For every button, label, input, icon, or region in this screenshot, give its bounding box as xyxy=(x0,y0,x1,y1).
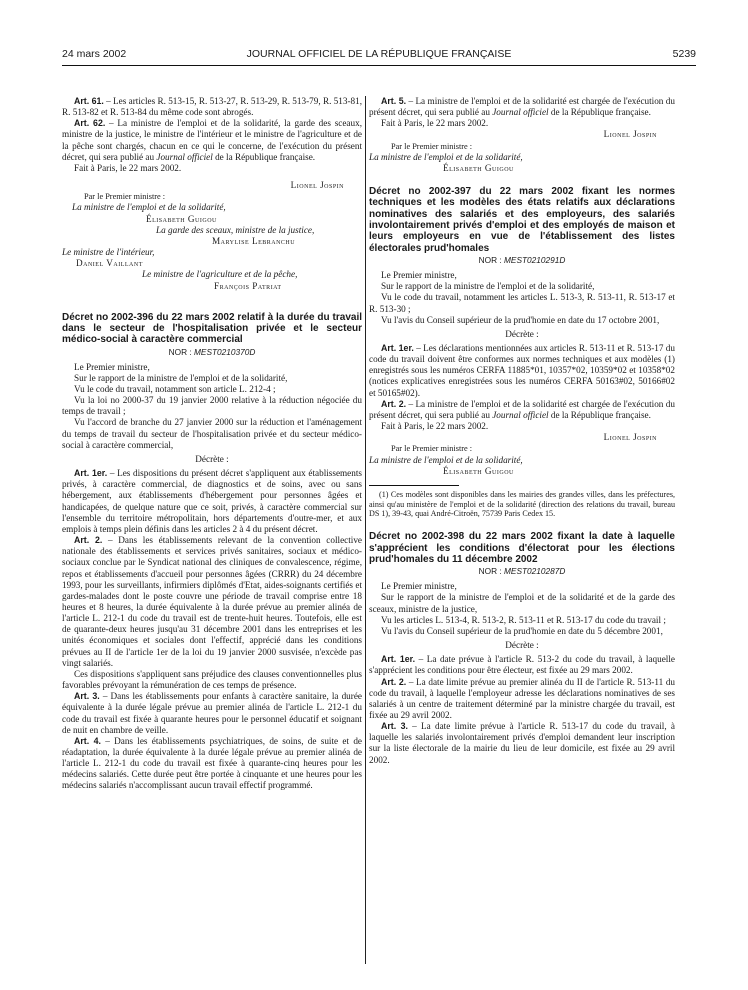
minister-title: La ministre de l'emploi et de la solidarité, xyxy=(72,202,226,213)
minister-name: Élisabeth Guigou xyxy=(443,162,514,173)
header-date: 24 mars 2002 xyxy=(62,48,127,60)
par-le-premier-ministre: Par le Premier ministre : xyxy=(391,444,473,454)
article-2: Art. 2. – Dans les établissements relevant de la convention collective nationale des établissements et services privés sanitaires, sociaux et médico-sociaux conclue par le Syndicat national des cliniques de convalescence, régime, repos et établissements d'accueil pour personnes âgées (CRRR) du 24 décembre 1993, pour les surveillants, infirmiers diplômés d'Etat, aides-soignants certifiés et gardes-malades dont le poste couvre une période de travail comprise entre 18 heures et 8 heures, la durée équivalente à la durée prévue au premier alinéa de l'article L. 212-1 du code du travail est de trente-huit heures. Toutefois, elle est de quarante-deux heures jusqu'au 31 décembre 2001 dans les entreprises et les unités économiques et sociales dont l'effectif, apprécié dans les conditions prévues au II de l'article 1er de la loi du 19 janvier 2000 susvisée, n'excède pas vingt salariés. xyxy=(62,535,363,668)
premier-ministre: Le Premier ministre, xyxy=(381,581,457,592)
premier-ministre: Le Premier ministre, xyxy=(381,270,457,281)
article-2: Art. 2. – La ministre de l'emploi et de la solidarité est chargée de l'exécution du présent décret, qui sera publié au Journal officiel de la République française. xyxy=(369,398,675,420)
nor-reference: NOR : MEST0210287D xyxy=(478,566,566,577)
nor-reference: NOR : MEST0210370D xyxy=(168,346,256,357)
minister-title: La ministre de l'emploi et de la solidarité, xyxy=(369,151,523,162)
right-column xyxy=(369,96,675,766)
footnote-rule xyxy=(369,485,459,486)
visa: Vu le code du travail, notamment son article L. 212-4 ; xyxy=(74,384,276,395)
article-1: Art. 1er. – Les déclarations mentionnées aux articles R. 513-11 et R. 513-17 du code du travail doivent être conformes aux normes techniques et aux modèles (1) enregistrés sous les numéros CERFA 11885*01, 10357*02, 10359*02 et 10358*02 (notices explicatives enregistrées sous les numéros CERFA 50163#02, 50166#02 et 50165#02). xyxy=(369,342,675,398)
journal-title: JOURNAL OFFICIEL DE LA RÉPUBLIQUE FRANÇAISE xyxy=(246,48,512,60)
page-header xyxy=(62,48,696,64)
article-label: Art. 61. xyxy=(74,96,104,106)
article-3: Art. 3. – La date limite prévue à l'article R. 513-17 du code du travail, à laquelle les salariés involontairement privés d'emploi demandent leur inscription sur la liste électorale de la mairie du lieu de leur domicile, est fixée au 29 avril 2002. xyxy=(369,721,675,765)
visa: Vu l'avis du Conseil supérieur de la prud'homie en date du 5 décembre 2001, xyxy=(381,625,663,636)
article-61: Art. 61. – Les articles R. 513-15, R. 513-27, R. 513-29, R. 513-79, R. 513-81, R. 513-82 et R. 513-84 du même code sont abrogés. xyxy=(62,96,362,118)
minister-title: Le ministre de l'agriculture et de la pêche, xyxy=(142,269,298,280)
minister-title: La garde des sceaux, ministre de la justice, xyxy=(156,224,315,235)
signature-premier-ministre: Lionel Jospin xyxy=(290,180,344,191)
premier-ministre: Le Premier ministre, xyxy=(74,361,150,372)
decret-396-title: Décret no 2002-396 du 22 mars 2002 relatif à la durée du travail dans le secteur de l'hospitalisation privée et le secteur médico-social à caractère commercial xyxy=(62,311,362,346)
nor-reference: NOR : MEST0210291D xyxy=(478,254,566,265)
header-rule xyxy=(62,65,696,66)
visa: Vu le code du travail, notamment les articles L. 513-3, R. 513-11, R. 513-17 et R. 513-30 ; xyxy=(369,292,675,314)
minister-title: La ministre de l'emploi et de la solidarité, xyxy=(369,454,523,465)
article-1: Art. 1er. – Les dispositions du présent décret s'appliquent aux établissements privés, à caractère commercial, de diagnostics et de soins, avec ou sans hébergement, aux établissements d'hébergement pour personnes âgées et handicapées, de quelque nature que ce soit, privés, à caractère commercial sur l'ensemble du territoire métropolitain, hors départements d'outre-mer, et aux emplois à temps plein définis dans les articles 2 à 4 du présent décret. xyxy=(62,468,362,534)
article-2: Art. 2. – La date limite prévue au premier alinéa du II de l'article R. 513-11 du code du travail, à laquelle l'employeur adresse les déclarations nominatives de ses salariés à un centre de traitement déterminé par la ministre chargée du travail, est fixée au 29 avril 2002. xyxy=(369,676,676,720)
visa: Vu l'accord de branche du 27 janvier 2000 sur la réduction et l'aménagement du temps de travail du secteur de l'hospitalisation privée et du secteur médico-social à caractère commercial, xyxy=(62,417,362,450)
visa: Sur le rapport de la ministre de l'emploi et de la solidarité, xyxy=(381,281,595,292)
article-1: Art. 1er. – La date prévue à l'article R. 513-2 du code du travail, à laquelle s'apprécient les conditions pour être électeur, est fixée au 29 mars 2002. xyxy=(369,654,675,676)
footnote: (1) Ces modèles sont disponibles dans les mairies des grandes villes, dans les préfectures, ainsi qu'au ministère de l'emploi et de la solidarité (direction des relations du travail, bureau DS 1), 39-43, quai André-Citroën, 75739 Paris Cedex 15. xyxy=(369,489,675,519)
decrete: Décrète : xyxy=(505,640,539,651)
visa: Sur le rapport de la ministre de l'emploi et de la solidarité, xyxy=(74,372,288,383)
article-5: Art. 5. – La ministre de l'emploi et de la solidarité est chargée de l'exécution du présent décret, qui sera publié au Journal officiel de la République française. xyxy=(369,96,675,118)
visa: Sur le rapport de la ministre de l'emploi et de la solidarité et de la garde des sceaux, ministre de la justice, xyxy=(369,592,675,614)
article-2-para-2: Ces dispositions s'appliquent sans préjudice des clauses conventionnelles plus favorables prévoyant la rémunération de ces temps de présence. xyxy=(62,668,362,691)
decret-398-title: Décret no 2002-398 du 22 mars 2002 fixant la date à laquelle s'apprécient les conditions d'électorat pour les élections prud'homales du 11 décembre 2002 xyxy=(369,531,675,565)
column-divider xyxy=(365,96,366,964)
fait-a-paris: Fait à Paris, le 22 mars 2002. xyxy=(381,421,489,432)
minister-name: Daniel Vaillant xyxy=(76,258,143,269)
minister-name: Élisabeth Guigou xyxy=(443,465,514,476)
visa: Vu les articles L. 513-4, R. 513-2, R. 513-11 et R. 513-17 du code du travail ; xyxy=(381,614,666,625)
visa: Vu l'avis du Conseil supérieur de la prud'homie en date du 17 octobre 2001, xyxy=(381,314,660,325)
fait-a-paris: Fait à Paris, le 22 mars 2002. xyxy=(381,118,489,129)
par-le-premier-ministre: Par le Premier ministre : xyxy=(391,141,473,151)
left-column xyxy=(62,96,362,792)
article-62: Art. 62. – La ministre de l'emploi et de la solidarité, la garde des sceaux, ministre de la justice, le ministre de l'intérieur et le ministre de l'agriculture et de la pêche sont chargés, chacun en ce qui le concerne, de l'exécution du présent décret, qui sera publié au Journal officiel de la République française. xyxy=(62,118,362,162)
par-le-premier-ministre: Par le Premier ministre : xyxy=(84,192,166,202)
decret-397-title: Décret no 2002-397 du 22 mars 2002 fixant les normes techniques et les modèles des états relatifs aux déclarations nominatives des salariés et des employeurs, des salariés involontairement privés d'emploi et des employés de maison et leurs employeurs en vue de l'établissement des listes électorales prud'homales xyxy=(369,186,675,254)
fait-a-paris: Fait à Paris, le 22 mars 2002. xyxy=(74,162,182,173)
minister-name: François Patriat xyxy=(214,280,282,291)
article-label: Art. 62. xyxy=(74,118,106,129)
minister-name: Marylise Lebranchu xyxy=(212,235,296,246)
decrete: Décrète : xyxy=(505,328,539,339)
minister-title: Le ministre de l'intérieur, xyxy=(62,247,155,258)
decrete: Décrète : xyxy=(195,453,229,464)
article-4: Art. 4. – Dans les établissements psychiatriques, de soins, de suite et de réadaptation, la durée équivalente à la durée légale prévue au premier alinéa de l'article L. 212-1 du code du travail est fixée à quarante-cinq heures pour les médecins salariés. Cette durée peut être portée à cinquante et une heures pour les médecins salariés n'accomplissant aucun travail effectif programmé. xyxy=(62,735,362,791)
minister-name: Élisabeth Guigou xyxy=(146,213,217,224)
page-number: 5239 xyxy=(672,48,696,60)
visa: Vu la loi no 2000-37 du 19 janvier 2000 relative à la réduction négociée du temps de travail ; xyxy=(62,395,362,417)
article-3: Art. 3. – Dans les établissements pour enfants à caractère sanitaire, la durée équivalente à la durée légale prévue au premier alinéa de l'article L. 212-1 du code du travail est fixée à quarante heures pour le personnel éducatif et soignant de nuit en chambre de veille. xyxy=(62,691,362,735)
signature-premier-ministre: Lionel Jospin xyxy=(603,129,657,140)
signature-premier-ministre: Lionel Jospin xyxy=(603,432,657,443)
